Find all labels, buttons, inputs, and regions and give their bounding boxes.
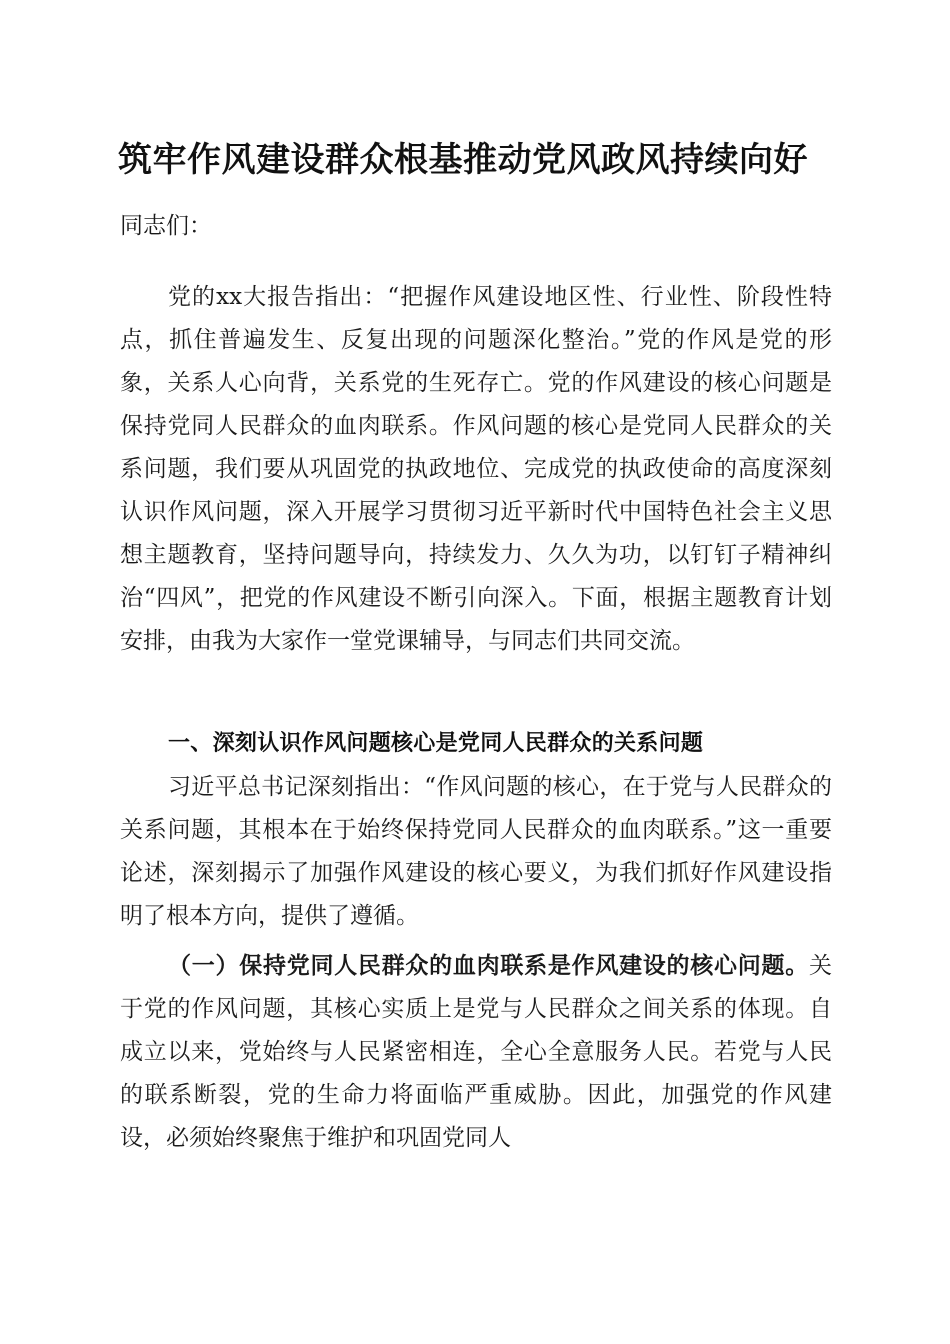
section-1-paragraph: 习近平总书记深刻指出：“作风问题的核心，在于党与人民群众的关系问题，其根本在于始终保持党同人民群众的血肉联系。”这一重要论述，深刻揭示了加强作风建设的核心要义，为我们抓好作风建设指明了根本方向，提供了遵循。 — [120, 774, 832, 929]
subsection-1-lead: （一）保持党同人民群众的血肉联系是作风建设的核心问题。 — [168, 952, 809, 979]
greeting: 同志们： — [120, 213, 212, 239]
section-heading-1: 一、深刻认识作风问题核心是党同人民群众的关系问题 — [168, 731, 704, 756]
subsection-1-paragraph — [120, 944, 832, 1160]
subsection-1-body: 关于党的作风问题，其核心实质上是党与人民群众之间关系的体现。自成立以来，党始终与人民紧密相连，全心全意服务人民。若党与人民的联系断裂，党的生命力将面临严重威胁。因此，加强党的作风建设，必须始终聚焦于维护和巩固党同人 — [120, 953, 832, 1151]
document-title: 筑牢作风建设群众根基推动党风政风持续向好 — [118, 140, 808, 180]
intro-paragraph: 党的xx大报告指出：“把握作风建设地区性、行业性、阶段性特点，抓住普遍发生、反复出现的问题深化整治。”党的作风是党的形象，关系人心向背，关系党的生死存亡。党的作风建设的核心问题是保持党同人民群众的血肉联系。作风问题的核心是党同人民群众的关系问题，我们要从巩固党的执政地位、完成党的执政使命的高度深刻认识作风问题，深入开展学习贯彻习近平新时代中国特色社会主义思想主题教育，坚持问题导向，持续发力、久久为功，以钉钉子精神纠治“四风”，把党的作风建设不断引向深入。下面，根据主题教育计划安排，由我为大家作一堂党课辅导，与同志们共同交流。 — [120, 284, 832, 654]
